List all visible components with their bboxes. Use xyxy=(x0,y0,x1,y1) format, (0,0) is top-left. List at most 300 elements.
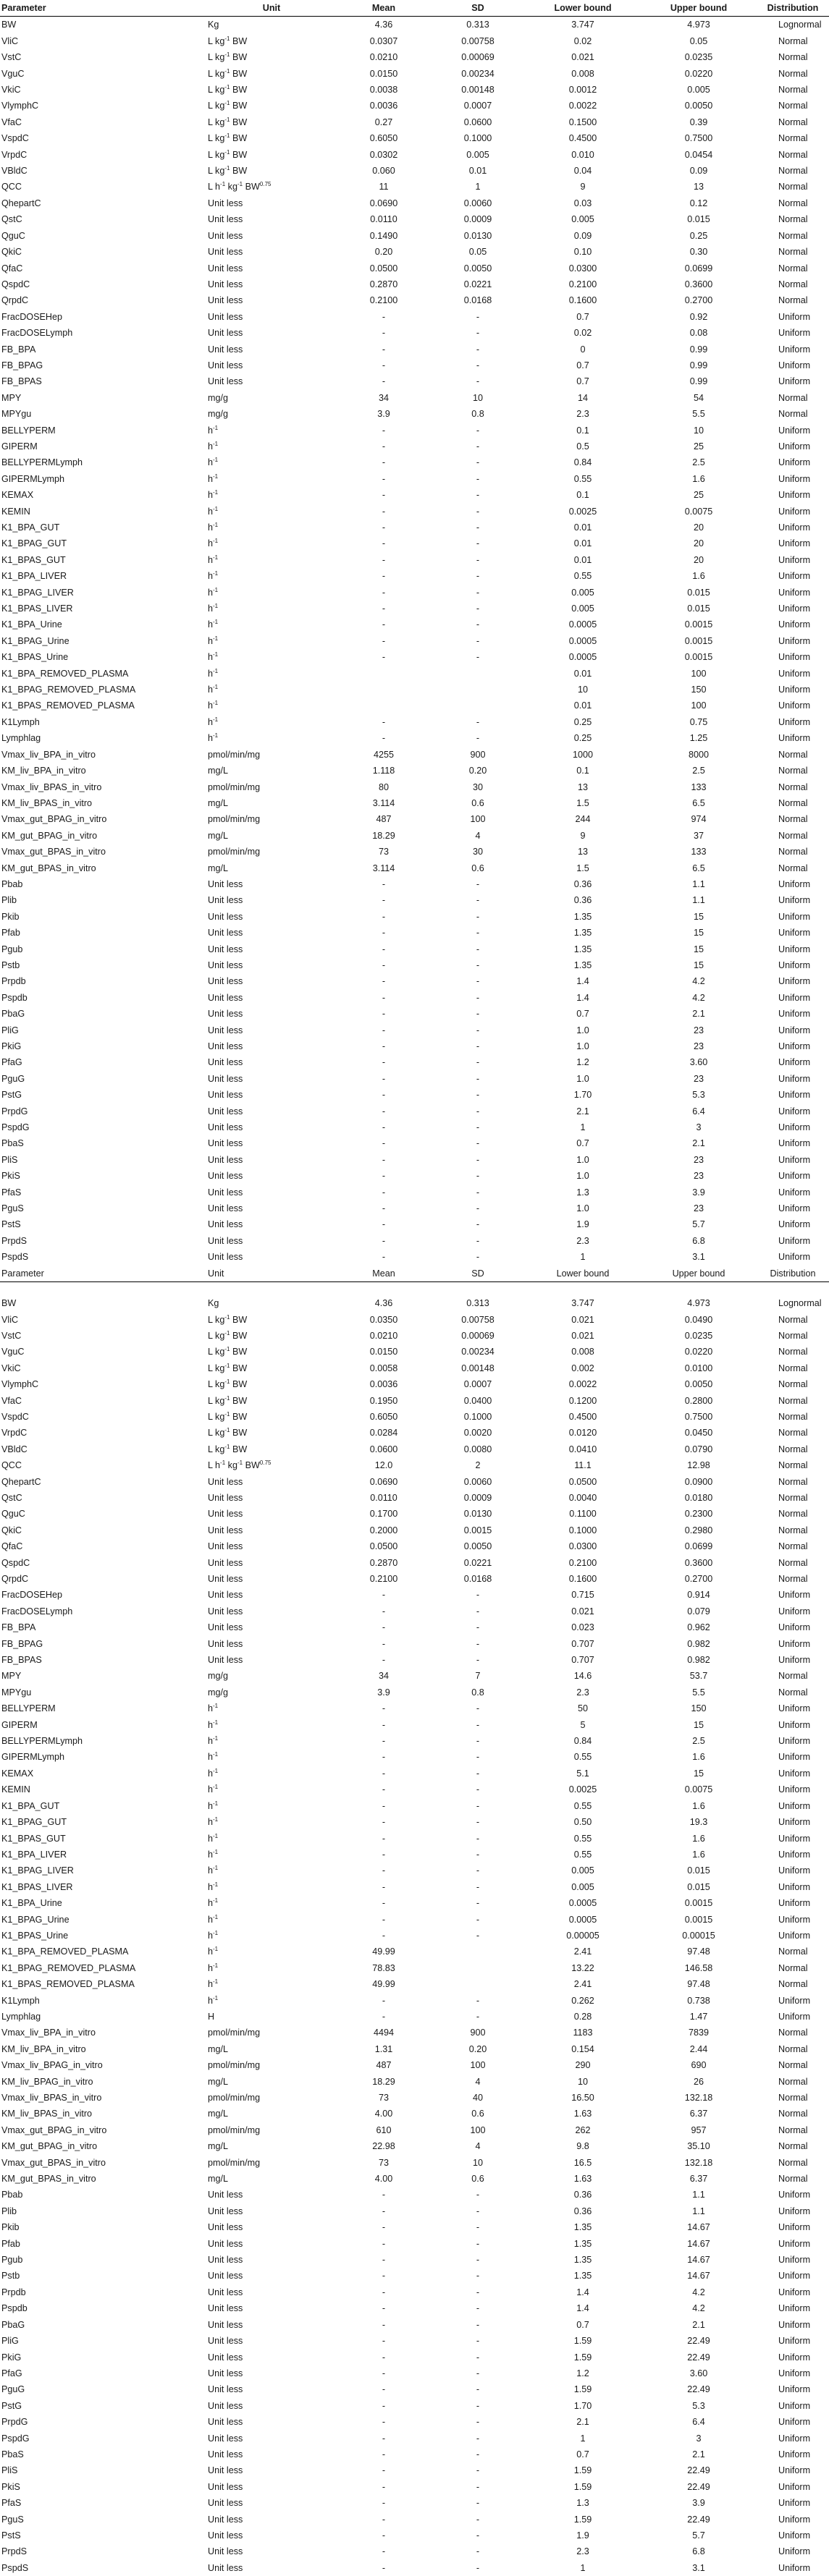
cell-parameter: PfaG xyxy=(1,1057,22,1068)
cell-unit: L $kg^{-1}$ BW xyxy=(208,132,248,144)
table-row xyxy=(0,487,829,503)
cell-mean: - xyxy=(382,328,386,339)
cell-distribution: Uniform xyxy=(778,2530,811,2541)
cell-upper-bound: 2.5 xyxy=(692,766,705,776)
cell-mean: - xyxy=(382,1057,386,1068)
cell-sd: 0.0050 xyxy=(463,1541,492,1552)
cell-lower-bound: 50 xyxy=(577,1703,588,1714)
cell-parameter: KM_gut_BPAG_in_vitro xyxy=(1,830,98,841)
cell-upper-bound: 0.99 xyxy=(689,360,708,370)
cell-parameter: Lymphlag xyxy=(1,733,41,744)
cell-mean: - xyxy=(382,635,386,646)
table-row xyxy=(0,2528,829,2543)
cell-unit: mg/g xyxy=(208,1687,228,1698)
cell-lower-bound: 5.1 xyxy=(576,1768,589,1779)
cell-sd: 7 xyxy=(475,1671,481,1682)
table-row xyxy=(0,1652,829,1668)
cell-upper-bound: 0.08 xyxy=(689,328,708,339)
cell-upper-bound: 974 xyxy=(691,814,707,825)
cell-lower-bound: 5 xyxy=(580,1719,586,1730)
cell-unit: pmol/min/mg xyxy=(208,2093,261,2103)
cell-mean: 0.20 xyxy=(374,247,393,258)
cell-parameter: K1_BPAS_REMOVED_PLASMA xyxy=(1,700,135,711)
cell-mean: - xyxy=(382,911,386,922)
cell-parameter: K1_BPA_Urine xyxy=(1,619,62,630)
cell-upper-bound: 20 xyxy=(693,538,704,549)
cell-upper-bound: 14.67 xyxy=(687,2222,710,2233)
table-row xyxy=(0,2187,829,2203)
cell-unit: mg/L xyxy=(208,766,228,776)
cell-distribution: Uniform xyxy=(778,603,811,614)
cell-upper-bound: 1.6 xyxy=(692,1833,705,1844)
cell-unit: Unit less xyxy=(208,214,243,225)
cell-lower-bound: 0.0410 xyxy=(568,1444,597,1454)
cell-parameter: GIPERM xyxy=(1,1719,38,1730)
cell-sd: - xyxy=(476,603,480,614)
cell-sd: - xyxy=(476,1252,480,1263)
cell-upper-bound: 15 xyxy=(693,944,704,954)
cell-mean: - xyxy=(382,2384,386,2395)
cell-unit: $h^{-1}$ xyxy=(208,1832,219,1844)
cell-mean: 3.114 xyxy=(372,797,395,808)
cell-distribution: Normal xyxy=(778,2043,808,2054)
cell-distribution: Normal xyxy=(778,1330,808,1341)
cell-mean: - xyxy=(382,1719,386,1730)
cell-distribution: Normal xyxy=(778,247,808,258)
cell-parameter: VkiC xyxy=(1,1363,21,1373)
cell-upper-bound: 22.49 xyxy=(687,2336,710,2347)
table-row xyxy=(0,730,829,746)
cell-mean: - xyxy=(382,1768,386,1779)
cell-parameter: PliG xyxy=(1,1025,19,1035)
cell-parameter: FB_BPA xyxy=(1,344,36,355)
cell-mean: - xyxy=(382,490,386,501)
cell-distribution: Normal xyxy=(778,149,808,160)
cell-distribution: Uniform xyxy=(778,1881,811,1892)
cell-parameter: VlymphC xyxy=(1,1379,39,1390)
cell-sd: 30 xyxy=(472,847,483,857)
cell-lower-bound: 0.02 xyxy=(573,35,592,46)
cell-upper-bound: 19.3 xyxy=(689,1817,708,1828)
cell-distribution: Uniform xyxy=(778,2417,811,2428)
cell-unit: L $kg^{-1}$ BW xyxy=(208,100,248,111)
cell-lower-bound: 0.005 xyxy=(571,587,594,598)
table-row xyxy=(0,2041,829,2057)
cell-unit: Unit less xyxy=(208,992,243,1003)
cell-upper-bound: 2.1 xyxy=(692,2449,705,2460)
cell-lower-bound: 1 xyxy=(580,1122,586,1133)
cell-sd: - xyxy=(476,1041,480,1051)
cell-lower-bound: 262 xyxy=(575,2124,591,2135)
cell-upper-bound: 0.982 xyxy=(687,1638,710,1649)
cell-distribution: Uniform xyxy=(778,1154,811,1165)
table-row xyxy=(0,909,829,925)
table-row xyxy=(0,585,829,601)
cell-parameter: QCC xyxy=(1,182,22,192)
cell-distribution: Uniform xyxy=(778,619,811,630)
cell-unit: Unit less xyxy=(208,1106,243,1117)
cell-parameter: PfaS xyxy=(1,1187,22,1198)
cell-mean: - xyxy=(382,587,386,598)
cell-lower-bound: 1.35 xyxy=(573,944,592,954)
cell-unit: Unit less xyxy=(208,263,243,274)
cell-parameter: QfaC xyxy=(1,1541,23,1552)
cell-distribution: Normal xyxy=(778,766,808,776)
cell-sd: - xyxy=(476,1073,480,1084)
cell-lower-bound: 1.0 xyxy=(576,1025,589,1035)
cell-distribution: Uniform xyxy=(778,2319,811,2330)
cell-lower-bound: 13 xyxy=(577,847,588,857)
cell-lower-bound: 1.59 xyxy=(573,2465,592,2476)
cell-lower-bound: 0.7 xyxy=(576,1009,589,1020)
cell-upper-bound: 2.1 xyxy=(692,2319,705,2330)
cell-lower-bound: 0.55 xyxy=(573,1849,592,1860)
cell-sd xyxy=(431,698,525,713)
table-section-2-header xyxy=(0,1266,829,1295)
cell-distribution: Uniform xyxy=(778,1252,811,1263)
table-row xyxy=(0,682,829,698)
cell-parameter: PspdS xyxy=(1,1252,29,1263)
cell-sd: - xyxy=(476,473,480,484)
cell-parameter: PbaS xyxy=(1,1138,24,1149)
cell-sd: - xyxy=(476,2433,480,2444)
cell-distribution: Normal xyxy=(778,1395,808,1406)
cell-lower-bound: 0.0005 xyxy=(568,619,597,630)
cell-mean: 0.0690 xyxy=(369,198,398,208)
cell-upper-bound: 14.67 xyxy=(687,2255,710,2266)
cell-parameter: K1_BPAG_Urine xyxy=(1,635,70,646)
cell-parameter: Pkib xyxy=(1,2222,20,2233)
cell-sd: - xyxy=(476,2222,480,2233)
cell-mean: - xyxy=(382,2222,386,2233)
cell-distribution: Normal xyxy=(778,814,808,825)
cell-distribution: Uniform xyxy=(778,2481,811,2492)
cell-sd: - xyxy=(476,571,480,582)
cell-unit: Unit less xyxy=(208,2319,243,2330)
table-row xyxy=(0,1976,829,1992)
table-row xyxy=(0,795,829,811)
cell-unit: Unit less xyxy=(208,2498,243,2509)
cell-sd: - xyxy=(476,1219,480,1230)
cell-lower-bound: 0.01 xyxy=(573,522,592,533)
table-row xyxy=(0,2543,829,2559)
cell-lower-bound: 14 xyxy=(577,392,588,403)
cell-upper-bound: 0.0015 xyxy=(684,619,713,630)
table-row xyxy=(0,1506,829,1522)
cell-parameter: Plib xyxy=(1,895,17,906)
cell-mean: 49.99 xyxy=(372,1979,395,1990)
cell-mean: - xyxy=(382,1171,386,1182)
cell-distribution: Normal xyxy=(778,392,808,403)
cell-lower-bound: 16.5 xyxy=(573,2157,592,2168)
cell-lower-bound: 0.0005 xyxy=(568,652,597,663)
cell-lower-bound: 0.01 xyxy=(573,700,592,711)
cell-distribution: Uniform xyxy=(778,2384,811,2395)
cell-sd: - xyxy=(476,376,480,387)
cell-unit: Unit less xyxy=(208,959,243,970)
cell-mean: 0.0500 xyxy=(369,263,398,274)
cell-sd: - xyxy=(476,441,480,452)
cell-mean: - xyxy=(382,457,386,468)
cell-mean: 0.0284 xyxy=(369,1428,398,1439)
cell-unit: Unit less xyxy=(208,2222,243,2233)
cell-mean: 487 xyxy=(376,2060,392,2071)
cell-sd: - xyxy=(476,2303,480,2314)
cell-lower-bound: 3.747 xyxy=(571,1298,594,1309)
cell-lower-bound: 0.008 xyxy=(571,68,594,79)
cell-distribution: Uniform xyxy=(778,2449,811,2460)
cell-sd: - xyxy=(476,2255,480,2266)
cell-mean: - xyxy=(382,1090,386,1101)
cell-mean: 0.0058 xyxy=(369,1363,398,1373)
header-mean: Mean xyxy=(337,0,431,17)
cell-distribution: Uniform xyxy=(778,587,811,598)
cell-mean: - xyxy=(382,1800,386,1811)
cell-unit: Unit less xyxy=(208,1606,243,1617)
cell-parameter: VBldC xyxy=(1,166,28,177)
cell-parameter: Vmax_liv_BPAS_in_vitro xyxy=(1,781,102,792)
cell-lower-bound: 0.7 xyxy=(576,2319,589,2330)
cell-sd: - xyxy=(476,1768,480,1779)
cell-mean: 18.29 xyxy=(372,830,395,841)
table-row xyxy=(0,276,829,292)
cell-lower-bound: 0.36 xyxy=(573,895,592,906)
cell-upper-bound: 1.1 xyxy=(692,2190,705,2200)
cell-lower-bound: 2.1 xyxy=(576,2417,589,2428)
cell-upper-bound: 23 xyxy=(693,1025,704,1035)
cell-unit: L $h^{-1}$ $kg^{-1}$ $BW^{0.75}$ xyxy=(208,181,272,192)
cell-lower-bound: 0.4500 xyxy=(568,1411,597,1422)
cell-distribution: Uniform xyxy=(778,2546,811,2557)
cell-upper-bound: 97.48 xyxy=(687,1946,710,1957)
cell-mean: - xyxy=(382,1881,386,1892)
cell-sd: - xyxy=(476,2449,480,2460)
table-body-section-1 xyxy=(0,17,829,1266)
cell-upper-bound: 0.2980 xyxy=(684,1525,713,1535)
table-row xyxy=(0,552,829,568)
cell-upper-bound: 0.0235 xyxy=(684,52,713,63)
cell-upper-bound: 5.5 xyxy=(692,409,705,420)
cell-upper-bound: 2.1 xyxy=(692,1009,705,1020)
table-row xyxy=(0,714,829,730)
cell-upper-bound: 3.1 xyxy=(692,1252,705,1263)
cell-lower-bound: 0.7 xyxy=(576,311,589,322)
table-row xyxy=(0,1295,829,1311)
cell-unit: Unit less xyxy=(208,2449,243,2460)
table-row xyxy=(0,2074,829,2090)
cell-sd: - xyxy=(476,1736,480,1747)
cell-parameter: QkiC xyxy=(1,247,22,258)
cell-distribution: Uniform xyxy=(778,1752,811,1763)
cell-mean: - xyxy=(382,2319,386,2330)
cell-lower-bound: 1.63 xyxy=(573,2109,592,2119)
cell-unit: $h^{-1}$ xyxy=(208,473,219,484)
cell-parameter: QrpdC xyxy=(1,1574,29,1584)
table-row xyxy=(0,2398,829,2414)
cell-mean: - xyxy=(382,2352,386,2363)
cell-distribution: Normal xyxy=(778,85,808,96)
cell-mean: 0.0038 xyxy=(369,85,398,96)
cell-unit: Unit less xyxy=(208,2514,243,2525)
cell-parameter: K1_BPA_REMOVED_PLASMA xyxy=(1,668,129,679)
cell-sd: 0.0009 xyxy=(463,1492,492,1503)
cell-sd: - xyxy=(476,1930,480,1941)
cell-sd: - xyxy=(476,1914,480,1925)
cell-sd: - xyxy=(476,1138,480,1149)
cell-sd: - xyxy=(476,2011,480,2022)
table-row xyxy=(0,195,829,211)
cell-mean: 0.0302 xyxy=(369,149,398,160)
cell-lower-bound: 3.747 xyxy=(571,20,594,30)
cell-parameter: Pfab xyxy=(1,928,20,939)
cell-sd: 0.313 xyxy=(466,1298,489,1309)
cell-unit: Unit less xyxy=(208,376,243,387)
cell-upper-bound: 12.98 xyxy=(687,1460,710,1471)
cell-sd: 0.0009 xyxy=(463,214,492,225)
cell-distribution: Normal xyxy=(778,263,808,274)
cell-unit: Unit less xyxy=(208,2400,243,2411)
cell-upper-bound: 4.2 xyxy=(692,976,705,987)
cell-unit: L $kg^{-1}$ BW xyxy=(208,1378,248,1390)
cell-mean: - xyxy=(382,1041,386,1051)
cell-mean: - xyxy=(382,1817,386,1828)
cell-distribution: Uniform xyxy=(778,506,811,517)
cell-mean: - xyxy=(382,1187,386,1198)
cell-unit: $h^{-1}$ xyxy=(208,1865,219,1876)
cell-distribution: Normal xyxy=(778,2157,808,2168)
cell-parameter: K1_BPAS_LIVER xyxy=(1,603,73,614)
cell-distribution: Uniform xyxy=(778,1009,811,1020)
cell-parameter: QCC xyxy=(1,1460,22,1471)
cell-mean xyxy=(337,682,431,698)
cell-lower-bound: 1.4 xyxy=(576,2287,589,2297)
cell-upper-bound: 0.92 xyxy=(689,311,708,322)
cell-mean: - xyxy=(382,2498,386,2509)
cell-sd: - xyxy=(476,1800,480,1811)
cell-parameter: K1_BPAS_LIVER xyxy=(1,1881,73,1892)
cell-parameter: QguC xyxy=(1,230,25,241)
cell-unit: Unit less xyxy=(208,1057,243,1068)
cell-sd: 0.01 xyxy=(468,166,487,177)
cell-unit: $h^{-1}$ xyxy=(208,1913,219,1925)
cell-distribution: Normal xyxy=(778,279,808,289)
cell-distribution: Uniform xyxy=(778,1719,811,1730)
cell-unit: Unit less xyxy=(208,1219,243,1230)
cell-mean: 0.0500 xyxy=(369,1541,398,1552)
cell-lower-bound: 0.0005 xyxy=(568,1914,597,1925)
cell-sd: - xyxy=(476,1719,480,1730)
cell-lower-bound: 0.1 xyxy=(576,425,589,436)
cell-mean: 80 xyxy=(378,781,389,792)
cell-lower-bound: 0.2100 xyxy=(568,279,597,289)
cell-parameter: VlymphC xyxy=(1,101,39,111)
table-row xyxy=(0,1636,829,1652)
table-row xyxy=(0,179,829,195)
cell-mean: 0.1490 xyxy=(369,230,398,241)
header-sd: SD xyxy=(431,0,525,17)
cell-lower-bound: 0.50 xyxy=(573,1817,592,1828)
cell-sd: - xyxy=(476,2546,480,2557)
cell-upper-bound: 0.015 xyxy=(687,214,710,225)
cell-lower-bound: 13.22 xyxy=(571,1962,594,1973)
cell-lower-bound: 2.3 xyxy=(576,1235,589,1246)
cell-parameter: PfaG xyxy=(1,2368,22,2378)
cell-parameter: VfaC xyxy=(1,1395,22,1406)
cell-lower-bound: 1.4 xyxy=(576,992,589,1003)
cell-mean: - xyxy=(382,2514,386,2525)
cell-mean: 610 xyxy=(376,2124,392,2135)
cell-sd: 0.00148 xyxy=(461,85,495,96)
cell-mean: - xyxy=(382,1865,386,1876)
cell-distribution: Uniform xyxy=(778,311,811,322)
cell-sd: 900 xyxy=(470,749,486,760)
cell-lower-bound: 0.55 xyxy=(573,571,592,582)
cell-distribution: Normal xyxy=(778,830,808,841)
cell-mean: - xyxy=(382,733,386,744)
table-row xyxy=(0,1216,829,1232)
table-row xyxy=(0,1895,829,1911)
cell-upper-bound: 2.1 xyxy=(692,1138,705,1149)
table-row xyxy=(0,373,829,389)
table-row xyxy=(0,1717,829,1733)
cell-parameter: QhepartC xyxy=(1,1476,41,1487)
cell-distribution: Uniform xyxy=(778,1930,811,1941)
cell-upper-bound: 0.015 xyxy=(687,603,710,614)
cell-mean: 73 xyxy=(378,847,389,857)
cell-unit: H xyxy=(208,2011,215,2022)
cell-parameter: PspdG xyxy=(1,1122,30,1133)
cell-mean: - xyxy=(382,2530,386,2541)
cell-parameter: Vmax_gut_BPAG_in_vitro xyxy=(1,2124,107,2135)
cell-sd: 0.00069 xyxy=(461,1330,495,1341)
cell-sd: - xyxy=(476,911,480,922)
cell-sd: 0.8 xyxy=(471,409,484,420)
cell-sd: - xyxy=(476,2498,480,2509)
table-row xyxy=(0,1668,829,1684)
cell-distribution: Normal xyxy=(778,68,808,79)
cell-mean: - xyxy=(382,2206,386,2216)
cell-distribution: Normal xyxy=(778,1347,808,1357)
cell-sd: 0.00758 xyxy=(461,1314,495,1325)
cell-upper-bound: 3.60 xyxy=(689,2368,708,2378)
cell-upper-bound: 20 xyxy=(693,522,704,533)
table-row xyxy=(0,406,829,422)
cell-sd: - xyxy=(476,976,480,987)
cell-distribution: Normal xyxy=(778,1411,808,1422)
cell-sd: - xyxy=(476,619,480,630)
cell-parameter: BELLYPERM xyxy=(1,425,56,436)
cell-distribution: Normal xyxy=(778,116,808,127)
cell-unit: Unit less xyxy=(208,2238,243,2249)
cell-sd: - xyxy=(476,1849,480,1860)
cell-parameter: KEMIN xyxy=(1,506,30,517)
cell-mean: 12.0 xyxy=(374,1460,393,1471)
table-row xyxy=(0,1490,829,1506)
header2-lower-bound: Lower bound xyxy=(525,1266,641,1282)
cell-sd: 10 xyxy=(472,2157,483,2168)
table-row xyxy=(0,1376,829,1392)
cell-unit: $h^{-1}$ xyxy=(208,1816,219,1828)
cell-unit: Unit less xyxy=(208,1476,243,1487)
cell-lower-bound: 0.005 xyxy=(571,1881,594,1892)
cell-parameter: K1_BPA_GUT xyxy=(1,522,60,533)
cell-lower-bound: 2.3 xyxy=(576,2546,589,2557)
table-row xyxy=(0,1022,829,1038)
cell-lower-bound: 11.1 xyxy=(574,1460,592,1471)
cell-upper-bound: 0.09 xyxy=(689,166,708,177)
table-row xyxy=(0,957,829,973)
cell-unit: $h^{-1}$ xyxy=(208,1751,219,1763)
